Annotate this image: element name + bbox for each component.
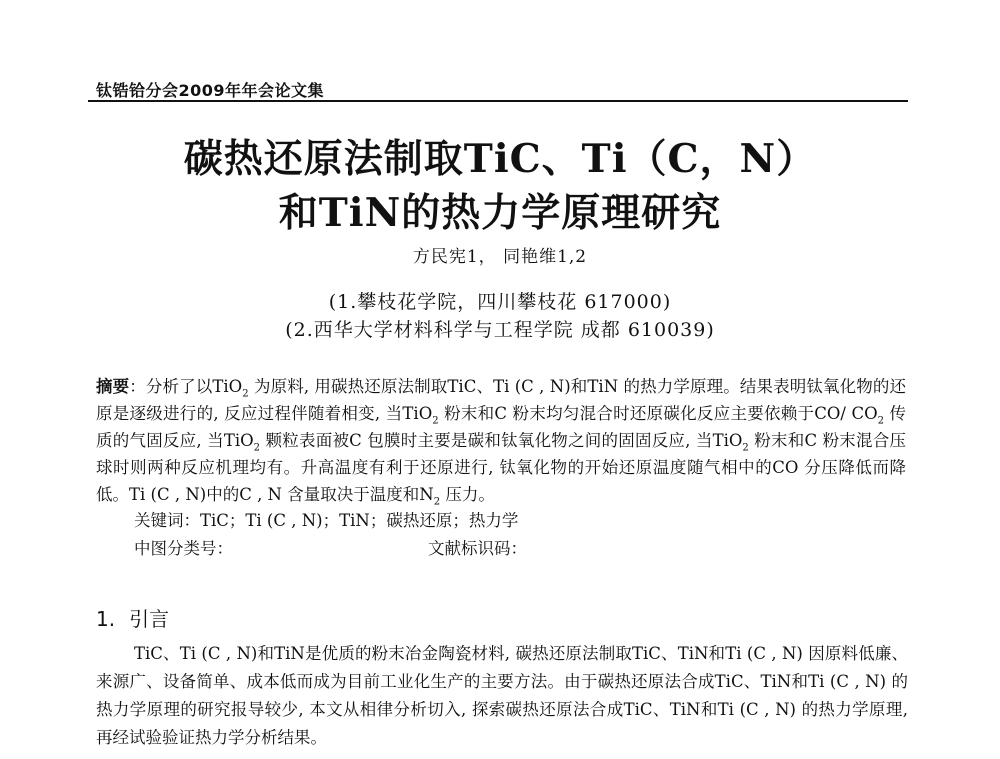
section-number: 1.: [96, 607, 116, 631]
clc-number-label: 中图分类号：: [134, 539, 233, 558]
subscript: 2: [433, 496, 441, 508]
abstract-text: 传质的气固反应, 当TiO: [96, 404, 907, 450]
abstract-text: 颗粒表面被C 包膜时主要是碳和钛氧化物之间的固固反应, 当TiO: [265, 431, 743, 450]
section-title: 引言: [129, 607, 170, 631]
header-rule: [88, 100, 908, 102]
subscript: 2: [742, 442, 749, 454]
abstract-text: 粉末和C 粉末混合压球时则两种反应机理均有。升高温度有利于还原进行, 钛氧化物的开始还原温度随气相中的CO 分压降低而降低。Ti (C , N)中的C , N 含量取决于温度和N: [96, 431, 906, 504]
authors: 方民宪1， 同艳维1,2: [412, 247, 588, 267]
abstract-text: 分析了以TiO: [145, 377, 243, 396]
keywords: 关键词：TiC；Ti (C , N)；TiN；碳热还原；热力学: [134, 511, 519, 530]
affiliation-1: (1.攀枝花学院，四川攀枝花 617000): [328, 291, 672, 313]
abstract: [96, 373, 906, 508]
title-line-1: 碳热还原法制取TiC、Ti（C，N）: [183, 136, 817, 182]
subscript: 2: [253, 442, 261, 454]
abstract-text: 粉末和C 粉末均匀混合时还原碳化反应主要依赖于CO/ CO: [444, 404, 878, 423]
abstract-text: 压力。: [445, 485, 495, 504]
subscript: 2: [877, 415, 884, 427]
running-head: 钛锆铪分会2009年年会论文集: [96, 81, 325, 100]
title-line-2: 和TiN的热力学原理研究: [278, 190, 722, 236]
abstract-text: 为原料, 用碳热还原法制取TiC、Ti (C , N)和TiN 的热力学原理。结果表明钛氧化物的还原是逐级进行的, 反应过程伴随着相变, 当TiO: [96, 377, 906, 423]
section-heading: [96, 603, 169, 632]
affiliation-2: (2.西华大学材料科学与工程学院 成都 610039): [285, 319, 715, 341]
abstract-label-colon: ：: [129, 377, 146, 396]
document-code-label: 文献标识码：: [428, 539, 527, 558]
section-body: TiC、Ti (C , N)和TiN是优质的粉末冶金陶瓷材料, 碳热还原法制取TiC、TiN和Ti (C , N) 因原料低廉、来源广、设备简单、成本低而成为目前工业化生产的主要方法。由于碳热还原法合成TiC、TiN和Ti (C , N) 的热力学原理的研究报导较少, 本文从相律分析切入, 探索碳热还原法合成TiC、TiN和Ti (C , N) 的热力学原理, 再经试验验证热力学分析结果。: [96, 644, 908, 747]
abstract-label: 摘要: [96, 377, 130, 396]
subscript: 2: [432, 415, 439, 427]
subscript: 2: [242, 388, 249, 400]
